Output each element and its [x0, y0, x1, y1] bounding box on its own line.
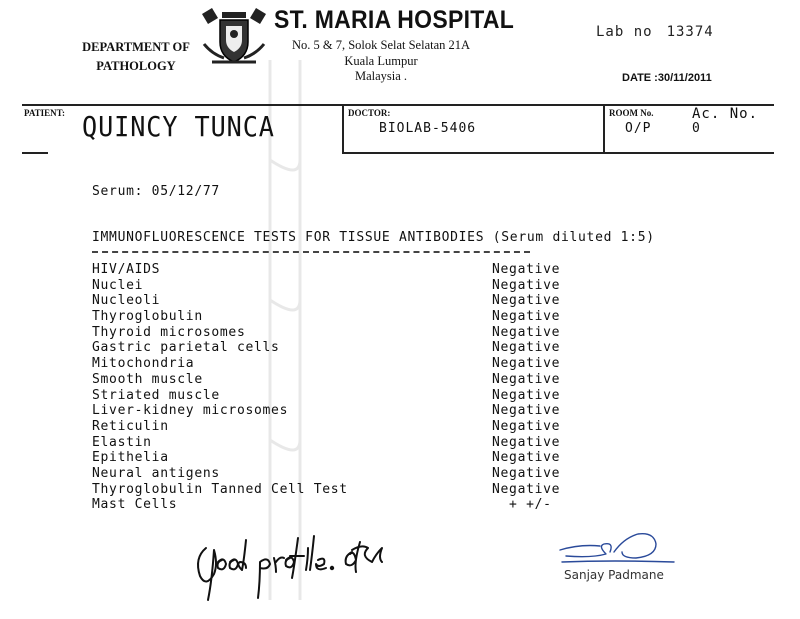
test-result: Negative: [492, 434, 561, 450]
test-name: Thyroglobulin: [92, 309, 203, 325]
strip-bottom-rule: [342, 152, 774, 154]
test-name: Thyroid microsomes: [92, 324, 246, 340]
account-number-value: 0: [692, 121, 700, 136]
report-date: DATE :30/11/2011: [622, 72, 712, 84]
doctor-label: DOCTOR:: [348, 108, 391, 118]
test-result: + +/-: [492, 497, 552, 513]
test-row: [92, 419, 572, 435]
strip-divider-1: [342, 104, 344, 154]
test-result: Negative: [492, 481, 561, 497]
department-line-1: DEPARTMENT OF: [82, 40, 190, 54]
test-result: Negative: [492, 309, 561, 325]
test-row: [92, 356, 572, 372]
signer-name: Sanjay Padmane: [564, 568, 664, 582]
test-name: Nuclei: [92, 277, 144, 293]
test-name: Mast Cells: [92, 497, 178, 513]
report-title: IMMUNOFLUORESCENCE TESTS FOR TISSUE ANTIBODIES (Serum diluted 1:5): [92, 230, 655, 245]
test-row: [92, 262, 572, 278]
hospital-crest-icon: [198, 4, 270, 68]
test-result: Negative: [492, 324, 561, 340]
test-row: [92, 278, 572, 294]
test-row: [92, 309, 572, 325]
address-line-1: No. 5 & 7, Solok Selat Selatan 21A: [291, 38, 471, 52]
test-name: Smooth muscle: [92, 371, 203, 387]
test-results-list: [92, 262, 572, 513]
test-row: [92, 482, 572, 498]
department-line-2: PATHOLOGY: [96, 59, 176, 73]
department-block: [76, 38, 196, 76]
test-name: Liver-kidney microsomes: [92, 403, 289, 419]
room-value: O/P: [625, 121, 652, 136]
test-name: Epithelia: [92, 450, 169, 466]
lab-number: [596, 24, 714, 40]
test-result: Negative: [492, 293, 561, 309]
test-row: [92, 497, 572, 513]
test-row: [92, 466, 572, 482]
strip-bottom-rule-left: [22, 152, 48, 154]
test-row: [92, 293, 572, 309]
strip-top-rule: [22, 104, 774, 106]
account-number-label: Ac. No.: [692, 106, 759, 122]
test-row: [92, 340, 572, 356]
hospital-name: ST. MARIA HOSPITAL: [274, 6, 515, 34]
test-result: Negative: [492, 450, 561, 466]
test-result: Negative: [492, 403, 561, 419]
serum-date: Serum: 05/12/77: [92, 184, 220, 199]
lab-number-value: 13374: [666, 24, 714, 40]
test-name: Nucleoli: [92, 293, 161, 309]
address-line-2: Kuala Lumpur: [344, 53, 418, 68]
test-name: Elastin: [92, 434, 152, 450]
title-underline: [92, 251, 530, 253]
test-result: Negative: [492, 277, 561, 293]
test-name: Thyroglobulin Tanned Cell Test: [92, 481, 348, 497]
test-row: [92, 450, 572, 466]
test-row: [92, 435, 572, 451]
address-line-3: Malaysia .: [354, 69, 408, 83]
test-row: [92, 372, 572, 388]
doctor-signature: [556, 528, 681, 572]
test-result: Negative: [492, 465, 561, 481]
test-row: [92, 388, 572, 404]
test-row: [92, 325, 572, 341]
test-result: Negative: [492, 387, 561, 403]
hospital-address: [276, 38, 486, 85]
doctor-value: BIOLAB-5406: [379, 121, 477, 136]
handwritten-note-signature: [192, 528, 412, 604]
test-name: HIV/AIDS: [92, 262, 161, 277]
test-result: Negative: [492, 356, 561, 372]
test-row: [92, 403, 572, 419]
test-name: Striated muscle: [92, 387, 220, 403]
test-name: Reticulin: [92, 418, 169, 434]
test-name: Gastric parietal cells: [92, 340, 280, 356]
test-name: Mitochondria: [92, 356, 195, 372]
lab-number-label: Lab no: [596, 24, 653, 40]
test-result: Negative: [492, 418, 561, 434]
patient-label: PATIENT:: [24, 108, 66, 118]
test-result: Negative: [492, 262, 561, 277]
strip-divider-2: [603, 104, 605, 154]
room-label: ROOM No.: [609, 108, 654, 118]
test-result: Negative: [492, 340, 561, 356]
test-result: Negative: [492, 371, 561, 387]
patient-name: QUINCY TUNCA: [82, 110, 275, 143]
test-name: Neural antigens: [92, 465, 220, 481]
